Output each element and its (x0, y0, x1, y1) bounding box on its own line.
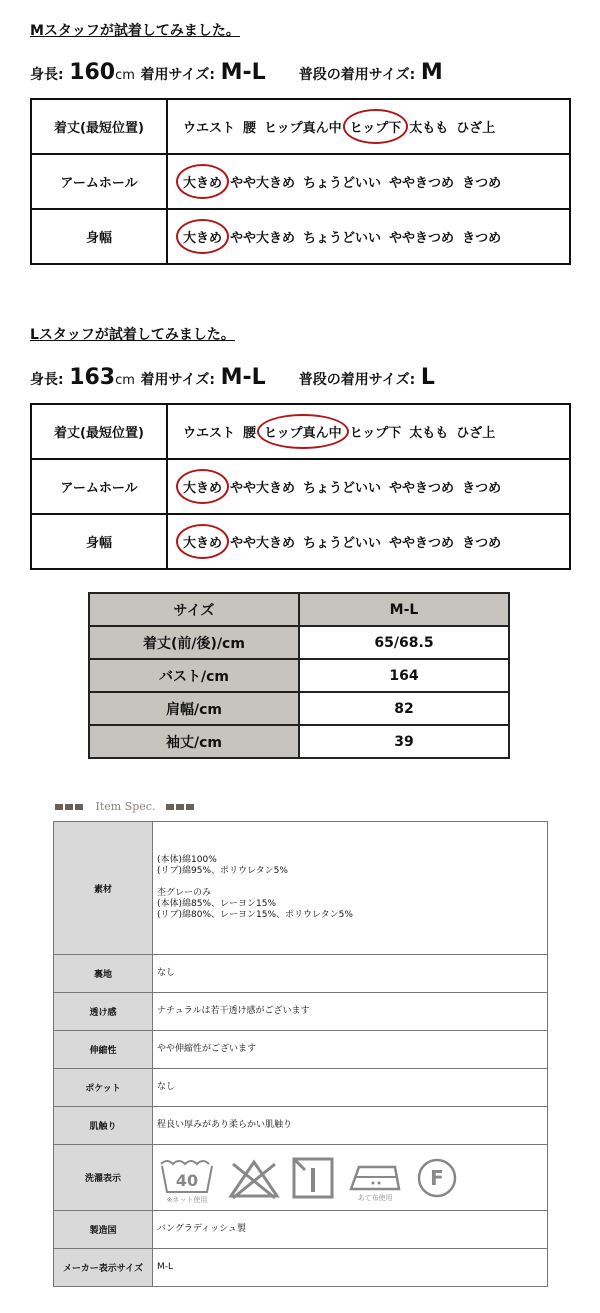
fit-option: ややきつめ (389, 536, 455, 551)
fit-option: きつめ (462, 481, 502, 496)
material-line: (リブ)綿95%、ポリウレタン5% (157, 866, 288, 876)
l-staff-fit-table (30, 403, 571, 570)
l-staff-stats: 身長: 163cm 着用サイズ: M-L 普段の着用サイズ: L (30, 365, 435, 390)
size-table-header (89, 593, 509, 626)
fit-option: きつめ (462, 536, 502, 551)
size-table (88, 592, 510, 759)
size-row-value: 65/68.5 (299, 626, 509, 659)
spec-value: ナチュラルは若干透け感がございます (153, 993, 548, 1031)
drip-dry-icon (291, 1156, 335, 1200)
fit-option: ややきつめ (389, 231, 455, 246)
fit-option-selected: 大きめ (180, 172, 225, 191)
fit-row (31, 404, 570, 459)
fit-option: やや大きめ (230, 536, 296, 551)
size-row-label: 肩幅/cm (89, 692, 299, 725)
wash-tub-icon (157, 1152, 217, 1204)
size-header-value: M-L (299, 593, 509, 626)
fit-option: ちょうどいい (303, 536, 382, 551)
fit-row-label: 身幅 (31, 209, 167, 264)
fit-option: ややきつめ (389, 481, 455, 496)
fit-option: ウエスト (183, 426, 236, 441)
size-header-label: サイズ (89, 593, 299, 626)
fit-option-selected: ヒップ下 (347, 117, 405, 136)
fit-option: ウエスト (183, 121, 236, 136)
svg-text:F: F (430, 1165, 444, 1190)
spec-row (54, 1031, 548, 1069)
m-staff-title: Mスタッフが試着してみました。 (30, 23, 240, 39)
size-row-label: 袖丈/cm (89, 725, 299, 758)
fit-option: やや大きめ (230, 231, 296, 246)
fit-option-selected: ヒップ真ん中 (261, 422, 345, 441)
spec-row (54, 1211, 548, 1249)
spec-row-wash (54, 1145, 548, 1211)
fit-option: やや大きめ (230, 481, 296, 496)
fit-options (167, 154, 570, 209)
material-line: 杢グレーのみ (157, 888, 212, 898)
spec-label: メーカー表示サイズ (54, 1249, 153, 1287)
size-row (89, 692, 509, 725)
fit-option-selected: 大きめ (180, 477, 225, 496)
svg-text:あて布使用: あて布使用 (357, 1193, 393, 1202)
spec-label: 透け感 (54, 993, 153, 1031)
spec-label: 素材 (54, 822, 153, 955)
no-bleach-icon (227, 1156, 281, 1200)
fit-row (31, 209, 570, 264)
material-lines (153, 822, 548, 955)
material-line: (リブ)綿80%、レーヨン15%、ポリウレタン5% (157, 910, 353, 920)
fit-option-selected: 大きめ (180, 532, 225, 551)
size-row-value: 82 (299, 692, 509, 725)
spec-row (54, 955, 548, 993)
material-line: (本体)綿100% (157, 855, 217, 865)
fit-option: ひざ上 (456, 121, 496, 136)
fit-option: 太もも (409, 426, 449, 441)
fit-row-label: アームホール (31, 459, 167, 514)
wash-icons (153, 1145, 548, 1211)
fit-option: ちょうどいい (303, 231, 382, 246)
iron-icon (345, 1153, 405, 1203)
spec-row-material (54, 822, 548, 955)
size-row (89, 725, 509, 758)
spec-row (54, 1107, 548, 1145)
fit-option: ヒップ下 (349, 426, 402, 441)
m-staff-stats: 身長: 160cm 着用サイズ: M-L 普段の着用サイズ: M (30, 60, 443, 85)
m-staff-fit-table (30, 98, 571, 265)
svg-text:40: 40 (175, 1170, 199, 1190)
spec-value: バングラディッシュ製 (153, 1211, 548, 1249)
svg-text:※ネット使用: ※ネット使用 (166, 1195, 208, 1204)
fit-row (31, 459, 570, 514)
spec-value: 程良い厚みがあり柔らかい肌触り (153, 1107, 548, 1145)
dry-clean-f-icon (415, 1156, 459, 1200)
fit-row (31, 514, 570, 569)
fit-row-label: 着丈(最短位置) (31, 99, 167, 154)
size-row-label: 着丈(前/後)/cm (89, 626, 299, 659)
fit-option: やや大きめ (230, 176, 296, 191)
fit-options (167, 209, 570, 264)
spec-row (54, 993, 548, 1031)
fit-option: ちょうどいい (303, 176, 382, 191)
spec-label: 製造国 (54, 1211, 153, 1249)
item-spec-header: Item Spec. (55, 800, 196, 813)
fit-row (31, 99, 570, 154)
fit-option: きつめ (462, 176, 502, 191)
size-row (89, 659, 509, 692)
spec-value: やや伸縮性がございます (153, 1031, 548, 1069)
fit-option: 腰 (243, 426, 257, 441)
spec-value: なし (153, 1069, 548, 1107)
spec-row (54, 1069, 548, 1107)
fit-options (167, 459, 570, 514)
fit-option: きつめ (462, 231, 502, 246)
l-staff-title: Lスタッフが試着してみました。 (30, 327, 235, 343)
item-spec-table (53, 821, 548, 1287)
spec-value: M-L (153, 1249, 548, 1287)
fit-options (167, 99, 570, 154)
spec-label: 洗濯表示 (54, 1145, 153, 1211)
size-row-value: 164 (299, 659, 509, 692)
fit-option: ひざ上 (456, 426, 496, 441)
material-line: (本体)綿85%、レーヨン15% (157, 899, 277, 909)
spec-value: なし (153, 955, 548, 993)
size-row-value: 39 (299, 725, 509, 758)
spec-label: 裏地 (54, 955, 153, 993)
fit-option: ちょうどいい (303, 481, 382, 496)
fit-options (167, 404, 570, 459)
fit-option: 腰 (243, 121, 257, 136)
spec-label: ポケット (54, 1069, 153, 1107)
fit-options (167, 514, 570, 569)
spec-label: 肌触り (54, 1107, 153, 1145)
fit-option: 太もも (409, 121, 449, 136)
fit-row-label: アームホール (31, 154, 167, 209)
fit-option: ヒップ真ん中 (264, 121, 342, 136)
fit-row-label: 身幅 (31, 514, 167, 569)
fit-row (31, 154, 570, 209)
size-row (89, 626, 509, 659)
size-row-label: バスト/cm (89, 659, 299, 692)
spec-row (54, 1249, 548, 1287)
fit-row-label: 着丈(最短位置) (31, 404, 167, 459)
fit-option: ややきつめ (389, 176, 455, 191)
spec-label: 伸縮性 (54, 1031, 153, 1069)
fit-option-selected: 大きめ (180, 227, 225, 246)
